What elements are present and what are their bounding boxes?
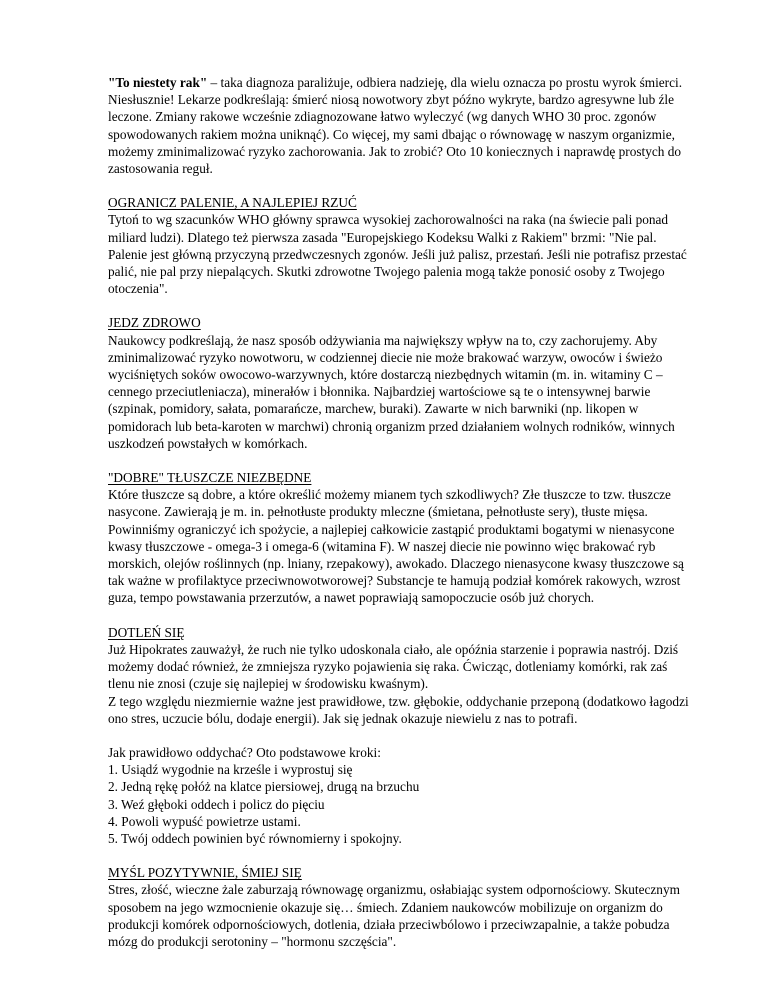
list-item: 1. Usiądź wygodnie na krześle i wyprostuj się: [108, 762, 353, 778]
section-good-fats: [108, 469, 690, 607]
section-heading: DOTLEŃ SIĘ: [108, 624, 185, 640]
section-heading: "DOBRE" TŁUSZCZE NIEZBĘDNE: [108, 470, 312, 486]
section-text: Stres, złość, wieczne żale zaburzają równowagę organizmu, osłabiając system odpornościowy. Skutecznym sposobem na jego wzmocnienie okazuje się… śmiech. Zdaniem naukowców mobilizuje on organizm do produkcji komórek odpornościowych, dotlenia, działa przeciwbólowo i przeciwzapalnie, a także pobudza mózg do produkcji serotoniny – "hormonu szczęścia".: [108, 882, 680, 949]
section-eat-healthy: [108, 314, 690, 452]
breathing-instructions: [108, 744, 690, 847]
intro-paragraph: [108, 74, 690, 177]
section-heading: JEDZ ZDROWO: [108, 315, 201, 331]
breathing-question: Jak prawidłowo oddychać? Oto podstawowe kroki:: [108, 744, 381, 760]
intro-lead: "To niestety rak": [108, 75, 208, 90]
section-text: Naukowcy podkreślają, że nasz sposób odżywiania ma największy wpływ na to, czy zachorujemy. Aby zminimalizować ryzyko nowotworu, w codziennej diecie nie może brakować warzyw, owoców i świeżo wyciśniętych soków owocowo-warzywnych, które dostarczą niezbędnych witamin (m. in. witaminy C – cennego przeciutleniacza), minerałów i błonnika. Najbardziej wartościowe są te o intensywnej barwie (szpinak, pomidory, sałata, pomarańcze, marchew, buraki). Zawarte w nich barwniki (np. likopen w pomidorach lub beta-karoten w marchwi) chronią organizm przed działaniem wolnych rodników, winnych uszkodzeń powstałych w komórkach.: [108, 332, 675, 451]
breathing-steps-list: [108, 761, 690, 847]
list-item: 3. Weź głęboki oddech i policz do pięciu: [108, 796, 325, 812]
section-heading: OGRANICZ PALENIE, A NAJLEPIEJ RZUĆ: [108, 195, 357, 211]
intro-text: – taka diagnoza paraliżuje, odbiera nadzieję, dla wielu oznacza po prostu wyrok śmierci. Niesłusznie! Lekarze podkreślają: śmierć niosą nowotwory zbyt późno wykryte, bardzo agresywne lub źle leczone. Zmiany rakowe wcześnie zdiagnozowane łatwo wyleczyć (wg danych WHO 30 proc. zgonów spowodowanych rakiem można uniknąć). Co więcej, my sami dbając o równowagę w naszym organizmie, możemy zminimalizować ryzyko zachorowania. Jak to zrobić? Oto 10 koniecznych i naprawdę prostych do zastosowania reguł.: [108, 75, 683, 177]
list-item: 4. Powoli wypuść powietrze ustami.: [108, 813, 301, 829]
section-heading: MYŚL POZYTYWNIE, ŚMIEJ SIĘ: [108, 865, 302, 881]
list-item: 5. Twój oddech powinien być równomierny i spokojny.: [108, 830, 402, 846]
section-text: Tytoń to wg szacunków WHO główny sprawca wysokiej zachorowalności na raka (na świecie pali ponad miliard ludzi). Dlatego też pierwsza zasada "Europejskiego Kodeksu Walki z Rakiem" brzmi: "Nie pal. Palenie jest główną przyczyną przedwczesnych zgonów. Jeśli już palisz, przestań. Jeśli nie potrafisz przestać palić, nie pal przy niepalących. Skutki zdrowotne Twojego palenia mogą także ponosić osoby z Twojego otoczenia".: [108, 212, 687, 297]
section-text: Już Hipokrates zauważył, że ruch nie tylko udoskonala ciało, ale opóźnia starzenie i poprawia nastrój. Dziś możemy dodać również, że zmniejsza ryzyko pojawienia się raka. Ćwicząc, dotleniamy komórki, rak zaś tlenu nie znosi (czuje się najlepiej w środowisku kwaśnym). Z tego względu niezmiernie ważne jest prawidłowe, tzw. głębokie, oddychanie przeponą (dodatkowo łagodzi ono stres, uczucie bólu, dodaje energii). Jak się jednak okazuje niewielu z nas to potrafi.: [108, 641, 689, 726]
section-think-positive: [108, 864, 690, 950]
list-item: 2. Jedną rękę połóż na klatce piersiowej, drugą na brzuchu: [108, 779, 420, 795]
document-body: [108, 74, 690, 967]
section-smoking: [108, 194, 690, 297]
section-text: Które tłuszcze są dobre, a które określić możemy mianem tych szkodliwych? Złe tłuszcze to tzw. tłuszcze nasycone. Zawierają je m. in. pełnotłuste produkty mleczne (śmietana, pełnotłuste sery), tłuste mięsa. Powinniśmy ograniczyć ich spożycie, a najlepiej całkowicie zastąpić produktami bogatymi w nienasycone kwasy tłuszczowe - omega-3 i omega-6 (witamina F). W naszej diecie nie powinno więc brakować ryb morskich, olejów roślinnych (np. lniany, rzepakowy), awokado. Dlaczego nienasycone kwasy tłuszczowe są tak ważne w profilaktyce przeciwnowotworowej? Substancje te hamują podział komórek rakowych, wzrost guza, tempo powstawania przerzutów, a nawet poprawiają samopoczucie osób już chorych.: [108, 487, 684, 606]
section-oxygenate: [108, 624, 690, 727]
